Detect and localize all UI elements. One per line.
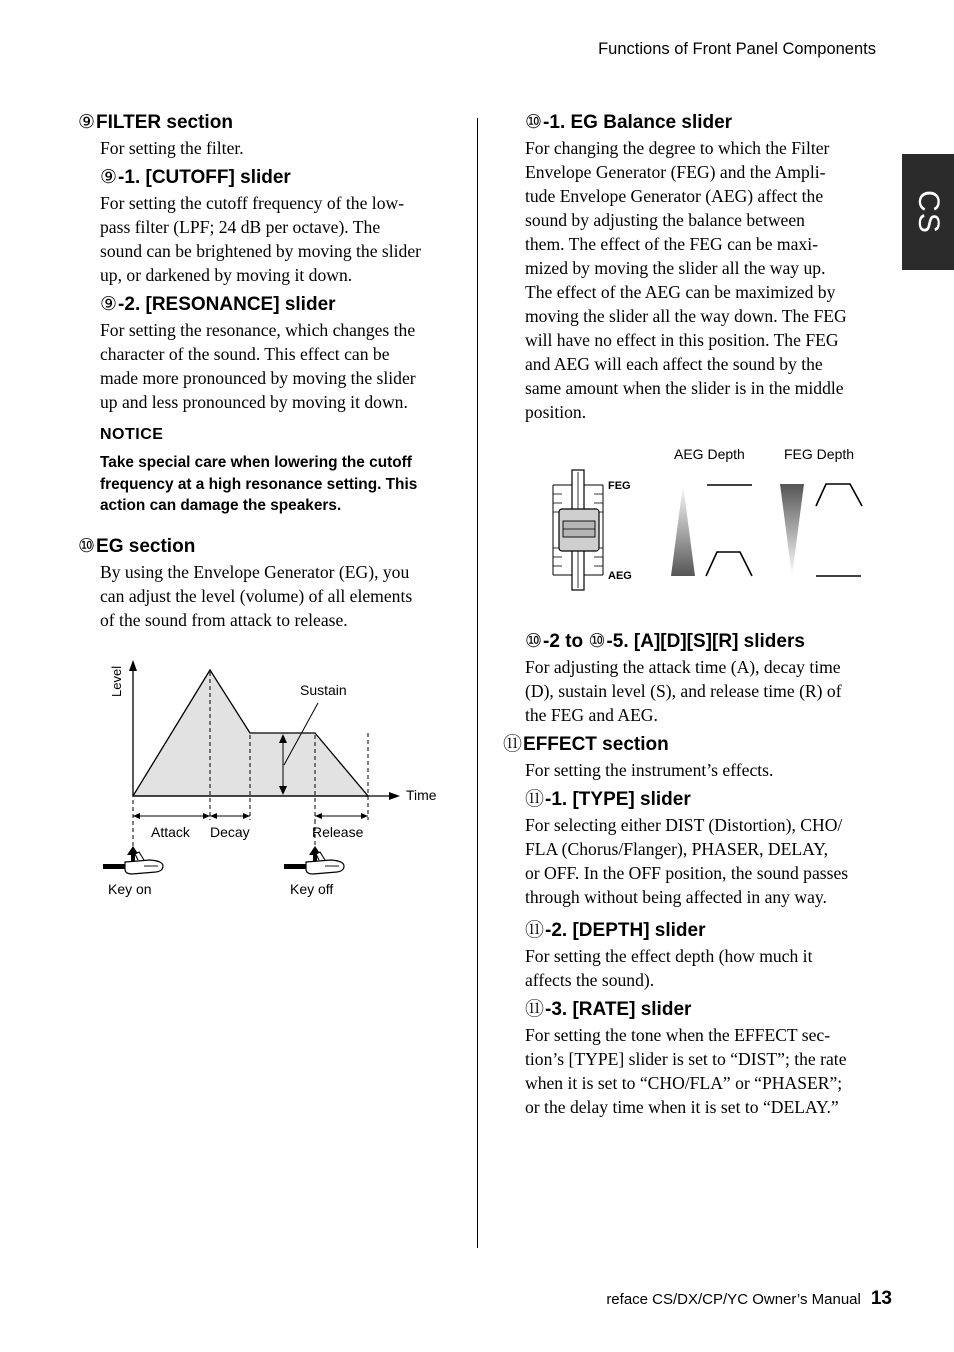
section-tab bbox=[902, 154, 954, 270]
arrow-head bbox=[315, 813, 322, 819]
level-axis-label: Level bbox=[109, 665, 124, 697]
text-line: or OFF. In the OFF position, the sound passes bbox=[525, 863, 849, 883]
section-number-10: ⑩ bbox=[78, 534, 96, 557]
section-number-10: ⑩ bbox=[525, 630, 543, 652]
text-line: The effect of the AEG can be maximized by bbox=[525, 282, 836, 302]
arrow-head bbox=[203, 813, 210, 819]
text-line: For setting the resonance, which changes the bbox=[100, 320, 416, 340]
envelope-diagram bbox=[100, 655, 450, 905]
eg-section-heading bbox=[78, 533, 450, 560]
page-footer bbox=[606, 1288, 892, 1310]
eg-balance-heading bbox=[525, 109, 875, 136]
section-number-11: ⑪ bbox=[503, 733, 523, 755]
text-line: FLA (Chorus/Flanger), PHASER, DELAY, bbox=[525, 839, 829, 859]
adsr-mid: -2 to bbox=[543, 631, 589, 652]
arrow-head bbox=[210, 813, 217, 819]
text-line: mized by moving the slider all the way up. bbox=[525, 258, 826, 278]
adsr-title: -5. [A][D][S][R] sliders bbox=[606, 631, 805, 652]
section-number-10: ⑩ bbox=[588, 630, 606, 652]
arrow-head bbox=[243, 813, 250, 819]
eg-balance-slider-graphic bbox=[553, 470, 603, 590]
text-line: tude Envelope Generator (AEG) affect the bbox=[525, 186, 824, 206]
section-number-9: ⑨ bbox=[100, 293, 118, 315]
text-line: For setting the cutoff frequency of the low- bbox=[100, 193, 405, 213]
aeg-slider-label: AEG bbox=[608, 570, 632, 582]
key-on-hand-icon bbox=[103, 846, 163, 874]
section-number-10: ⑩ bbox=[525, 111, 543, 133]
manual-title: reface CS/DX/CP/YC Owner’s Manual bbox=[606, 1291, 861, 1308]
text-line: affects the sound). bbox=[525, 970, 655, 990]
cutoff-heading bbox=[100, 164, 450, 191]
rate-text bbox=[525, 1023, 875, 1119]
text-line: For setting the effect depth (how much it bbox=[525, 946, 813, 966]
eg-balance-title: -1. EG Balance slider bbox=[543, 112, 733, 133]
feg-slider-label: FEG bbox=[608, 480, 631, 492]
adsr-heading bbox=[525, 628, 875, 655]
text-line: pass filter (LPF; 24 dB per octave). The bbox=[100, 217, 381, 237]
key-off-label: Key off bbox=[290, 881, 334, 897]
text-line: For adjusting the attack time (A), decay time bbox=[525, 657, 841, 677]
cutoff-text bbox=[100, 191, 450, 287]
section-tab-label: CS bbox=[912, 190, 945, 234]
text-line: up, or darkened by moving it down. bbox=[100, 265, 353, 285]
text-line: same amount when the slider is in the middle bbox=[525, 378, 844, 398]
feg-depth-wedge bbox=[780, 484, 804, 576]
text-line: when it is set to “CHO/FLA” or “PHASER”; bbox=[525, 1073, 843, 1093]
notice-heading: NOTICE bbox=[100, 426, 164, 443]
sustain-label: Sustain bbox=[300, 682, 347, 698]
text-line: the FEG and AEG. bbox=[525, 705, 658, 725]
running-header: Functions of Front Panel Components bbox=[598, 40, 876, 58]
feg-curve-top bbox=[816, 484, 862, 506]
aeg-curve-bottom bbox=[706, 552, 752, 576]
filter-section-title: FILTER section bbox=[96, 112, 233, 133]
page-number: 13 bbox=[870, 1288, 892, 1309]
key-on-label: Key on bbox=[108, 881, 152, 897]
aeg-depth-label: AEG Depth bbox=[674, 446, 745, 462]
text-line: tion’s [TYPE] slider is set to “DIST”; the rate bbox=[525, 1049, 847, 1069]
depth-title: -2. [DEPTH] slider bbox=[545, 920, 706, 941]
text-line: sound can be brightened by moving the slider bbox=[100, 241, 422, 261]
text-line: frequency at a high resonance setting. This bbox=[100, 475, 418, 493]
right-column-top bbox=[503, 109, 875, 424]
type-text bbox=[525, 813, 875, 909]
text-line: action can damage the speakers. bbox=[100, 497, 342, 514]
eg-section-title: EG section bbox=[96, 535, 196, 557]
attack-label: Attack bbox=[151, 824, 190, 840]
rate-title: -3. [RATE] slider bbox=[545, 999, 692, 1020]
filter-section-heading bbox=[78, 109, 450, 136]
resonance-title: -2. [RESONANCE] slider bbox=[118, 294, 336, 315]
text-line: Envelope Generator (FEG) and the Ampli- bbox=[525, 162, 826, 182]
resonance-text bbox=[100, 318, 450, 414]
text-line: For setting the tone when the EFFECT sec- bbox=[525, 1025, 831, 1045]
decay-label: Decay bbox=[210, 824, 250, 840]
text-line: For selecting either DIST (Distortion), CHO/ bbox=[525, 815, 843, 835]
left-column bbox=[78, 109, 450, 632]
text-line: By using the Envelope Generator (EG), you bbox=[100, 561, 410, 582]
type-heading bbox=[525, 786, 875, 813]
text-line: made more pronounced by moving the slider bbox=[100, 368, 416, 388]
cutoff-title: -1. [CUTOFF] slider bbox=[118, 167, 291, 188]
resonance-heading bbox=[100, 291, 450, 318]
text-line: character of the sound. This effect can be bbox=[100, 344, 390, 364]
text-line: moving the slider all the way down. The FEG bbox=[525, 306, 847, 326]
arrow-head bbox=[133, 813, 140, 819]
column-divider bbox=[477, 118, 478, 1248]
level-axis-arrow bbox=[129, 660, 137, 671]
section-number-9: ⑨ bbox=[100, 166, 118, 188]
time-axis-label: Time bbox=[406, 787, 437, 803]
text-line: and AEG will each affect the sound by the bbox=[525, 354, 823, 374]
right-column-bottom bbox=[503, 628, 875, 1119]
release-label: Release bbox=[312, 824, 364, 840]
time-axis-arrow bbox=[389, 792, 400, 800]
effect-section-title: EFFECT section bbox=[523, 734, 669, 755]
text-line: can adjust the level (volume) of all elements bbox=[100, 585, 413, 606]
text-line: of the sound from attack to release. bbox=[100, 609, 348, 630]
effect-section-heading bbox=[503, 731, 875, 758]
key-off-hand-icon bbox=[284, 846, 344, 874]
text-line: them. The effect of the FEG can be maxi- bbox=[525, 234, 818, 254]
effect-intro: For setting the instrument’s effects. bbox=[525, 760, 774, 780]
text-line: For changing the degree to which the Filter bbox=[525, 138, 830, 158]
rate-heading bbox=[525, 996, 875, 1023]
text-line: position. bbox=[525, 402, 587, 422]
section-number-11: ⑪ bbox=[525, 919, 545, 941]
feg-depth-label: FEG Depth bbox=[784, 446, 855, 462]
depth-text bbox=[525, 944, 875, 992]
section-number-9: ⑨ bbox=[78, 111, 96, 133]
text-line: or the delay time when it is set to “DELAY.” bbox=[525, 1097, 839, 1117]
type-title: -1. [TYPE] slider bbox=[545, 789, 691, 810]
filter-intro: For setting the filter. bbox=[100, 138, 244, 158]
eg-balance-diagram bbox=[540, 440, 870, 600]
eg-balance-text bbox=[525, 136, 875, 424]
section-number-11: ⑪ bbox=[525, 788, 545, 810]
text-line: (D), sustain level (S), and release time (R) of bbox=[525, 681, 842, 701]
aeg-depth-wedge bbox=[671, 484, 695, 576]
eg-text bbox=[100, 560, 450, 632]
text-line: Take special care when lowering the cutoff bbox=[100, 454, 412, 471]
arrow-head bbox=[361, 813, 368, 819]
depth-heading bbox=[525, 917, 875, 944]
text-line: sound by adjusting the balance between bbox=[525, 210, 805, 230]
adsr-text bbox=[525, 655, 875, 727]
text-line: will have no effect in this position. The FEG bbox=[525, 330, 839, 350]
text-line: through without being affected in any way. bbox=[525, 887, 827, 907]
section-number-11: ⑪ bbox=[525, 998, 545, 1020]
notice-text bbox=[100, 452, 450, 517]
text-line: up and less pronounced by moving it down. bbox=[100, 392, 408, 412]
